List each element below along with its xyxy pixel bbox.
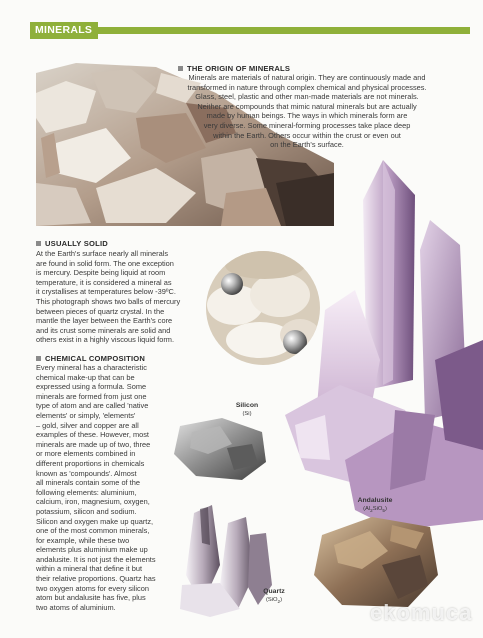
solid-heading: USUALLY SOLID bbox=[36, 239, 108, 248]
origin-paragraph: Minerals are materials of natural origin. They are continuously made and transformed in nature through complex chemical and physical processes. Glass, steel, plastic and other man-made materials are not minerals. Neither are compounds that mimic natural minerals but are actually made by human beings. The ways in which minerals form are very diverse. Some mineral-forming processes take place deep within the Earth. Others occur within the crust or even out on the Earth's surface. bbox=[187, 73, 427, 150]
chemical-paragraph: Every mineral has a characteristic chemical make-up that can be expressed using a formula. Some minerals are formed from just one type of atom and are called 'native elements' or simply, 'elements' – gold, silver and copper are all examples of these. However, most minerals are made up of two, three or more elements combined in different proportions in chemicals known as 'compounds'. Almost all minerals contain some of the following elements: aluminium, calcium, iron, magnesium, oxygen, potassium, silicon and sodium. Silicon and oxygen make up quartz, one of the most common minerals, for example, while these two elements plus aluminium make up andalusite. It is not just the elements within a mineral that define it but their relative proportions. Quartz has two oxygen atoms for every silicon atom but andalusite has five, plus two atoms of aluminium. bbox=[36, 363, 156, 612]
silicon-caption: Silicon (Si) bbox=[235, 402, 259, 417]
bullet-square-icon bbox=[36, 241, 41, 246]
andalusite-specimen-photo bbox=[312, 515, 440, 611]
origin-heading: THE ORIGIN OF MINERALS bbox=[178, 64, 290, 73]
andalusite-caption: Andalusite $(Al_2SiO_5)$ bbox=[357, 497, 393, 514]
silicon-specimen-photo bbox=[172, 418, 268, 482]
quartz-caption: Quartz (SiO$_2$) bbox=[263, 588, 285, 605]
solid-paragraph: At the Earth's surface nearly all minerals are found in solid form. The one exception is mercury. Despite being liquid at room temperature, it is considered a mineral as it crystallises at temperatures below -39ºC. This photograph shows two balls of mercury between pieces of quartz crystal. In the mantle the layer between the Earth's core and its crust some minerals are solid and others exist in a highly viscous liquid form. bbox=[36, 249, 181, 345]
page-title: MINERALS bbox=[30, 22, 98, 39]
chemical-heading: CHEMICAL COMPOSITION bbox=[36, 354, 145, 363]
mercury-quartz-photo bbox=[205, 250, 321, 366]
bullet-square-icon bbox=[36, 356, 41, 361]
watermark: ekomuca bbox=[370, 600, 473, 625]
bullet-square-icon bbox=[178, 66, 183, 71]
